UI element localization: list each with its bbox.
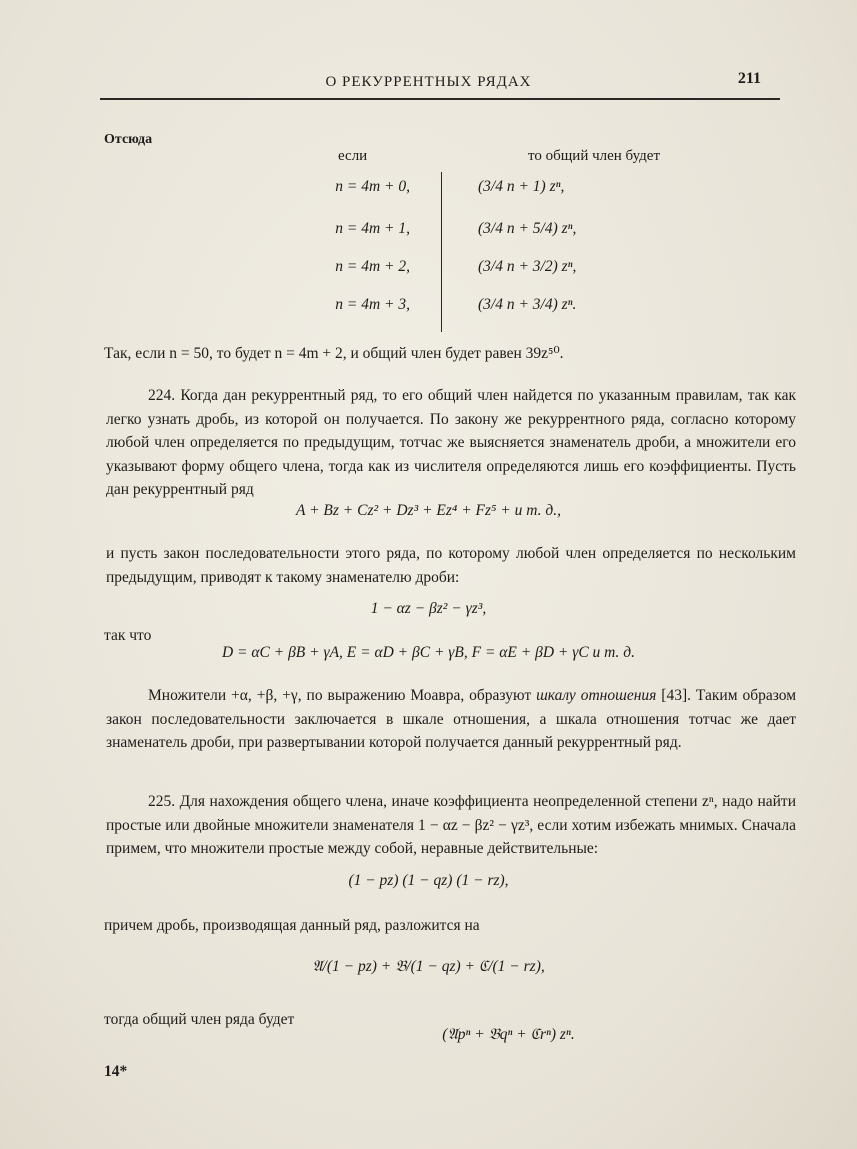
- series-formula: A + Bz + Cz² + Dz³ + Ez⁴ + Fz⁵ + и т. д.,: [296, 502, 561, 519]
- cases-divider: [441, 172, 442, 332]
- case-condition-1: n = 4m + 1,: [335, 220, 410, 237]
- general-term-formula: (𝔄pⁿ + 𝔅qⁿ + ℭrⁿ) zⁿ.: [442, 1026, 575, 1043]
- case-term-1: (3/4 n + 5/4) zⁿ,: [478, 220, 577, 237]
- case-term-2: (3/4 n + 3/2) zⁿ,: [478, 258, 577, 275]
- paragraph-scale-part1: Множители +α, +β, +γ, по выражению Моавра, образуют: [148, 687, 537, 704]
- factors-formula: (1 − pz) (1 − qz) (1 − rz),: [348, 872, 509, 889]
- page-number: 211: [737, 70, 761, 87]
- signature-mark: 14*: [104, 1063, 128, 1080]
- paragraph-scale: [106, 684, 796, 755]
- cases-left-head: если: [338, 148, 368, 164]
- case-term-3: (3/4 n + 3/4) zⁿ.: [478, 296, 577, 313]
- scale-term: шкалу отношения: [536, 687, 657, 704]
- decomposition-formula: 𝔄/(1 − pz) + 𝔅/(1 − qz) + ℭ/(1 − rz),: [312, 958, 545, 975]
- relations-formula: D = αC + βB + γA, E = αD + βC + γB, F = αE + βD + γC и т. д.: [221, 644, 636, 661]
- so-that-label: так что: [104, 627, 152, 644]
- case-condition-3: n = 4m + 3,: [335, 296, 410, 313]
- case-condition-2: n = 4m + 2,: [335, 258, 410, 275]
- general-term-label: тогда общий член ряда будет: [104, 1011, 295, 1028]
- denominator-formula: 1 − αz − βz² − γz³,: [370, 600, 487, 617]
- example-line: Так, если n = 50, то будет n = 4m + 2, и общий член будет равен 39z⁵⁰.: [104, 345, 564, 362]
- paragraph-224: 224. Когда дан рекуррентный ряд, то его общий член найдется по указанным правилам, так как легко узнать дробь, из которой он получается. По закону же рекуррентного ряда, согласно которому любой член определяется по предыдущим, тотчас же выясняется знаменатель дроби, а множители его указывают форму общего члена, тогда как из числителя определяются лишь его коэффициенты. Пусть дан рекуррентный ряд: [106, 387, 796, 498]
- header-rule: [100, 98, 780, 100]
- case-term-0: (3/4 n + 1) zⁿ,: [478, 178, 565, 195]
- cases-right-head: то общий член будет: [528, 148, 661, 164]
- case-condition-0: n = 4m + 0,: [335, 178, 410, 195]
- intro-word: Отсюда: [104, 132, 153, 147]
- running-head: О РЕКУРРЕНТНЫХ РЯДАХ: [325, 74, 532, 90]
- paragraph-225: 225. Для нахождения общего члена, иначе коэффициента неопределенной степени zⁿ, надо найти простые или двойные множители знаменателя 1 − αz − βz² − γz³, если хотим избежать мнимых. Сначала примем, что множители простые между собой, неравные действительные:: [106, 793, 796, 857]
- paragraph-scale-part2: [43]. Таким образом закон последовательности заключается в шкале отношения, а шкала отношения тотчас же дает знаменатель дроби, при развертывании которой получается данный рекуррентный ряд.: [106, 687, 797, 751]
- paragraph-224-continued: и пусть закон последовательности этого ряда, по которому любой член определяется по нескольким предыдущим, приводят к такому знаменателю дроби:: [106, 545, 796, 586]
- decomposition-text: причем дробь, производящая данный ряд, разложится на: [104, 917, 480, 934]
